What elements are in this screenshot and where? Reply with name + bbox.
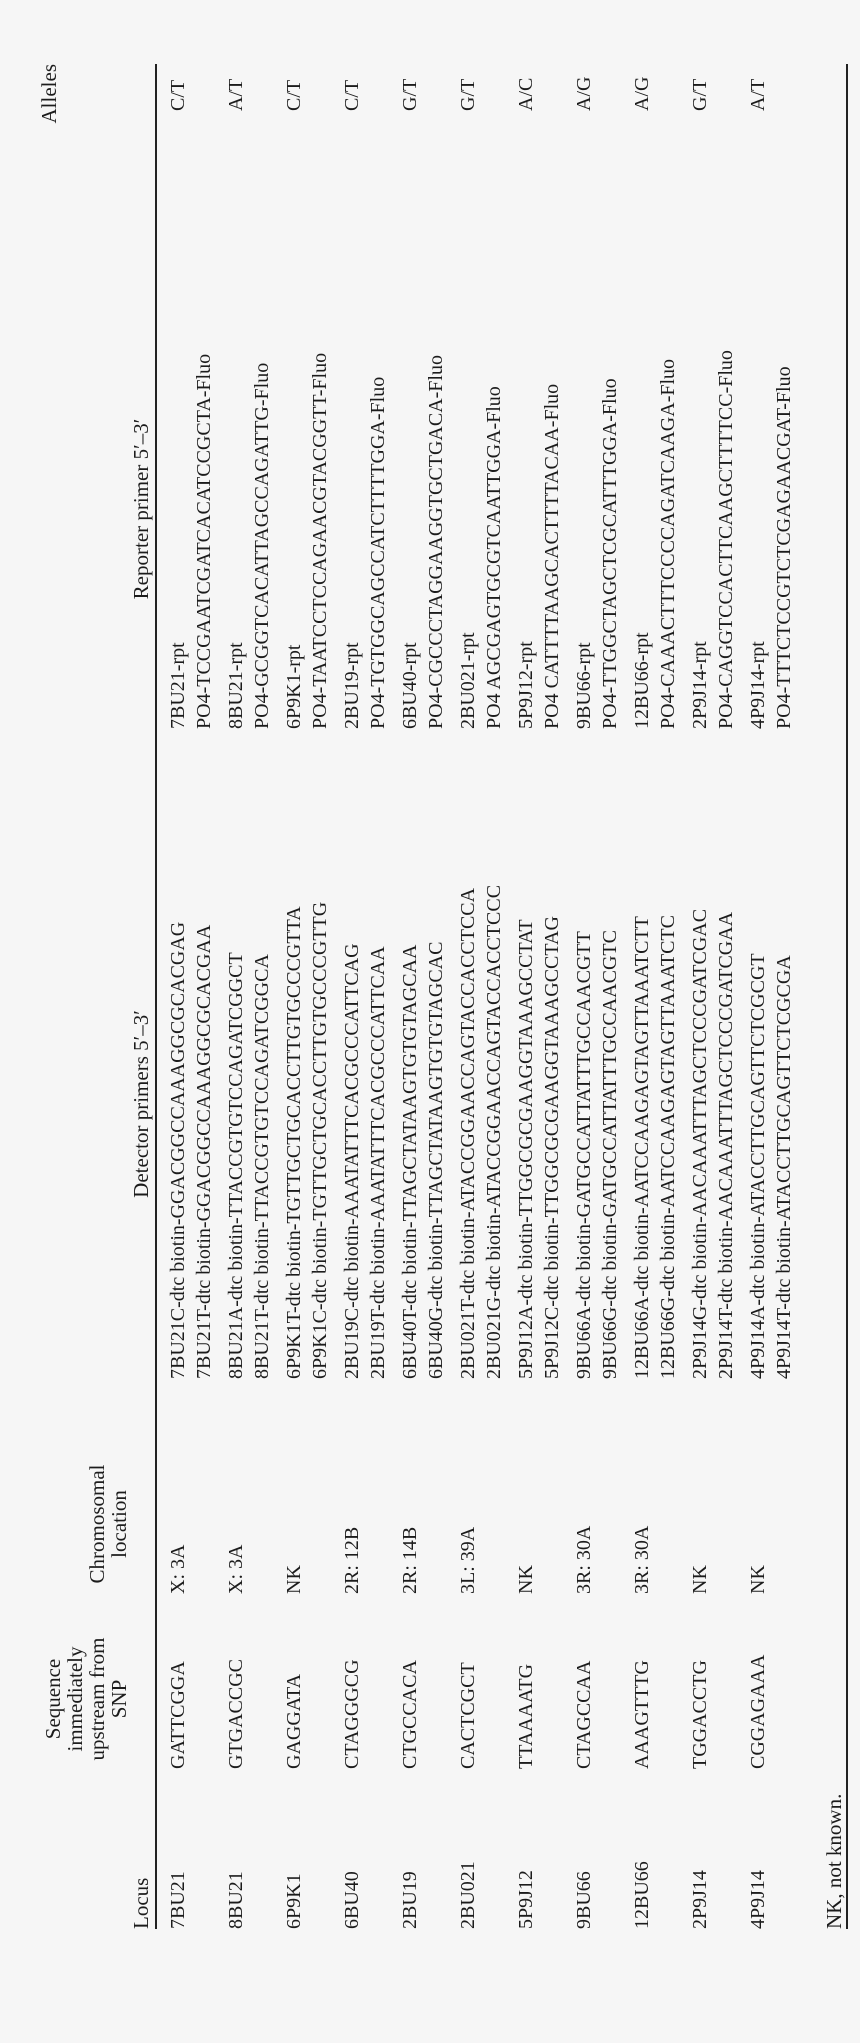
cell-detector-primer-2: 8BU21T-dtc biotin-TTACCGTGTCCAGATCGGCA xyxy=(251,954,273,1379)
cell-sequence: AAAGTTTG xyxy=(631,1660,653,1769)
cell-detector-primer-2: 5P9J12C-dtc biotin-TTGGCGCGAAGGTAAAGCCTAG xyxy=(541,916,563,1379)
cell-reporter-name: 6P9K1-rpt xyxy=(283,644,305,729)
cell-reporter-name: 7BU21-rpt xyxy=(167,642,189,729)
cell-detector-primer-1: 6P9K1T-dtc biotin-TGTTGCTGCACCTTGTGCCCGTTA xyxy=(283,906,305,1379)
cell-detector-primer-1: 2P9J14G-dtc biotin-AACAAATTTAGCTCCCGATCGAC xyxy=(689,908,711,1379)
cell-sequence: GATTCGGA xyxy=(167,1661,189,1769)
cell-detector-primer-2: 7BU21T-dtc biotin-GGACGGCCAAAGGCGCACGAA xyxy=(193,924,215,1379)
cell-reporter-name: 2BU19-rpt xyxy=(341,642,363,729)
cell-reporter-name: 2P9J14-rpt xyxy=(689,641,711,729)
cell-detector-primer-1: 2BU19C-dtc biotin-AAATATTTCACGCCCATTCAG xyxy=(341,943,363,1379)
cell-locus: 2P9J14 xyxy=(689,1870,711,1929)
header-reporter-primer: Reporter primer 5′–3′ xyxy=(129,418,153,600)
cell-locus: 9BU66 xyxy=(573,1871,595,1929)
cell-sequence: GTGACCGC xyxy=(225,1658,247,1769)
cell-detector-primer-2: 12BU66G-dtc biotin-AATCCAAGAGTAGTTAAATCTC xyxy=(657,915,679,1379)
cell-reporter-primer: PO4-TTGGCTAGCTCGCATTTGGA-Fluo xyxy=(599,378,621,729)
header-sequence-line: SNP xyxy=(107,1679,131,1719)
cell-detector-primer-1: 5P9J12A-dtc biotin-TTGGCGCGAAGGTAAAGCCTAT xyxy=(515,919,537,1379)
cell-chromosomal-location: NK xyxy=(689,1565,711,1594)
header-chromosomal-line: Chromosomal xyxy=(85,1464,109,1584)
cell-alleles: A/G xyxy=(631,76,653,111)
header-sequence-line: upstream from xyxy=(85,1637,109,1761)
cell-reporter-name: 4P9J14-rpt xyxy=(747,641,769,729)
cell-detector-primer-2: 4P9J14T-dtc biotin-ATACCTTGCAGTTCTCGCGA xyxy=(773,955,795,1379)
header-chromosomal-location xyxy=(86,1454,130,1594)
cell-reporter-primer: PO4-CAAACTTTCCCCAGATCAAGA-Fluo xyxy=(657,358,679,729)
cell-locus: 2BU19 xyxy=(399,1871,421,1929)
cell-detector-primer-1: 12BU66A-dtc biotin-AATCCAAGAGTAGTTAAATCTT xyxy=(631,916,653,1379)
cell-sequence: TGGACCTG xyxy=(689,1660,711,1769)
cell-reporter-primer: PO4 AGCGAGTGCGTCAATTGGA-Fluo xyxy=(483,386,505,729)
cell-alleles: G/T xyxy=(399,78,421,111)
table-row xyxy=(513,64,571,1929)
cell-chromosomal-location: 3R: 30A xyxy=(573,1525,595,1594)
cell-detector-primer-2: 2P9J14T-dtc biotin-AACAAATTTAGCTCCCGATCGAA xyxy=(715,911,737,1379)
cell-detector-primer-2: 9BU66G-dtc biotin-GATGCCATTATTTGCCAACGTC xyxy=(599,930,621,1379)
cell-locus: 2BU021 xyxy=(457,1861,479,1929)
cell-detector-primer-1: 4P9J14A-dtc biotin-ATACCTTGCAGTTCTCGCGT xyxy=(747,953,769,1379)
table-row xyxy=(745,64,803,1929)
cell-locus: 12BU66 xyxy=(631,1861,653,1929)
cell-sequence: CTGCCACA xyxy=(399,1660,421,1769)
cell-chromosomal-location: 2R: 12B xyxy=(341,1526,363,1594)
header-sequence-line: Sequence xyxy=(41,1658,65,1740)
table-row xyxy=(165,64,223,1929)
cell-locus: 8BU21 xyxy=(225,1871,247,1929)
cell-sequence: CTAGCCAA xyxy=(573,1660,595,1769)
cell-chromosomal-location: 2R: 14B xyxy=(399,1526,421,1594)
cell-detector-primer-2: 2BU19T-dtc biotin-AAATATTTCACGCCCATTCAA xyxy=(367,946,389,1379)
cell-detector-primer-1: 6BU40T-dtc biotin-TTAGCTATAAGTGTGTAGCAA xyxy=(399,944,421,1379)
header-locus: Locus xyxy=(129,1877,153,1929)
cell-chromosomal-location: NK xyxy=(747,1565,769,1594)
cell-detector-primer-2: 2BU021G-dtc biotin-ATACCGGAACCAGTACCACCTCCC xyxy=(483,884,505,1379)
cell-alleles: G/T xyxy=(457,78,479,111)
table-row xyxy=(223,64,281,1929)
cell-reporter-name: 6BU40-rpt xyxy=(399,642,421,729)
table-row xyxy=(571,64,629,1929)
cell-alleles: A/T xyxy=(225,78,247,111)
cell-sequence: TTAAAATG xyxy=(515,1663,537,1769)
cell-alleles: A/C xyxy=(515,77,537,111)
cell-chromosomal-location: NK xyxy=(515,1565,537,1594)
cell-reporter-name: 2BU021-rpt xyxy=(457,632,479,729)
bottom-rule xyxy=(846,64,848,1929)
cell-sequence: GAGGATA xyxy=(283,1673,305,1769)
cell-reporter-primer: PO4 CATTTTAAGCACTTTTACAA-Fluo xyxy=(541,383,563,729)
cell-reporter-primer: PO4-TCCGAATCGATCACATCCGCTA-Fluo xyxy=(193,353,215,729)
cell-reporter-primer: PO4-TGTGGCAGCCATCTTTTGGA-Fluo xyxy=(367,376,389,729)
cell-alleles: G/T xyxy=(689,78,711,111)
header-alleles: Alleles xyxy=(37,64,61,124)
cell-locus: 6P9K1 xyxy=(283,1873,305,1929)
table-row xyxy=(281,64,339,1929)
cell-chromosomal-location: X: 3A xyxy=(225,1544,247,1594)
table-header xyxy=(38,64,156,1929)
table-row xyxy=(339,64,397,1929)
table-row xyxy=(629,64,687,1929)
cell-reporter-name: 5P9J12-rpt xyxy=(515,641,537,729)
cell-reporter-name: 12BU66-rpt xyxy=(631,632,653,729)
cell-reporter-primer: PO4-TAATCCTCCAGAACGTACGGTT-Fluo xyxy=(309,352,331,729)
cell-alleles: C/T xyxy=(283,79,305,111)
header-rule xyxy=(155,64,157,1929)
cell-reporter-name: 9BU66-rpt xyxy=(573,642,595,729)
cell-detector-primer-1: 9BU66A-dtc biotin-GATGCCATTATTTGCCAACGTT xyxy=(573,931,595,1379)
cell-locus: 4P9J14 xyxy=(747,1870,769,1929)
cell-detector-primer-1: 7BU21C-dtc biotin-GGACGGCCAAAGGCGCACGAG xyxy=(167,921,189,1379)
cell-detector-primer-2: 6BU40G-dtc biotin-TTAGCTATAAGTGTGTAGCAC xyxy=(425,941,447,1379)
cell-sequence: CACTCGCT xyxy=(457,1662,479,1769)
cell-reporter-primer: PO4-TTTCTCCGTCTCGAGAACGAT-Fluo xyxy=(773,366,795,729)
cell-locus: 7BU21 xyxy=(167,1871,189,1929)
cell-alleles: A/G xyxy=(573,76,595,111)
cell-detector-primer-2: 6P9K1C-dtc biotin-TGTTGCTGCACCTTGTGCCCGTTG xyxy=(309,901,331,1379)
cell-chromosomal-location: 3L: 39A xyxy=(457,1526,479,1594)
cell-reporter-primer: PO4-CGCCCTAGGAAGGTGCTGACA-Fluo xyxy=(425,355,447,729)
header-sequence xyxy=(42,1629,130,1769)
header-chromosomal-line: location xyxy=(107,1490,131,1558)
cell-chromosomal-location: 3R: 30A xyxy=(631,1525,653,1594)
cell-chromosomal-location: X: 3A xyxy=(167,1544,189,1594)
cell-reporter-name: 8BU21-rpt xyxy=(225,642,247,729)
cell-alleles: C/T xyxy=(167,79,189,111)
footnote: NK, not known. xyxy=(822,1793,846,1929)
cell-reporter-primer: PO4-CAGGTCCACTTCAAGCTTTTCC-Fluo xyxy=(715,350,737,729)
cell-sequence: CTAGGGCG xyxy=(341,1659,363,1769)
cell-alleles: C/T xyxy=(341,79,363,111)
cell-reporter-primer: PO4-GCGGTCACATTAGCCAGATTG-Fluo xyxy=(251,362,273,729)
header-sequence-line: immediately xyxy=(63,1646,87,1752)
header-detector-primers: Detector primers 5′–3′ xyxy=(129,1010,153,1198)
table-row xyxy=(687,64,745,1929)
cell-sequence: CGGAGAAA xyxy=(747,1654,769,1769)
cell-alleles: A/T xyxy=(747,78,769,111)
cell-chromosomal-location: NK xyxy=(283,1565,305,1594)
cell-detector-primer-1: 8BU21A-dtc biotin-TTACCGTGTCCAGATCGGCT xyxy=(225,952,247,1379)
cell-locus: 6BU40 xyxy=(341,1871,363,1929)
cell-locus: 5P9J12 xyxy=(515,1870,537,1929)
cell-detector-primer-1: 2BU021T-dtc biotin-ATACCGGAACCAGTACCACCTCCA xyxy=(457,887,479,1379)
table-row xyxy=(397,64,455,1929)
table-row xyxy=(455,64,513,1929)
